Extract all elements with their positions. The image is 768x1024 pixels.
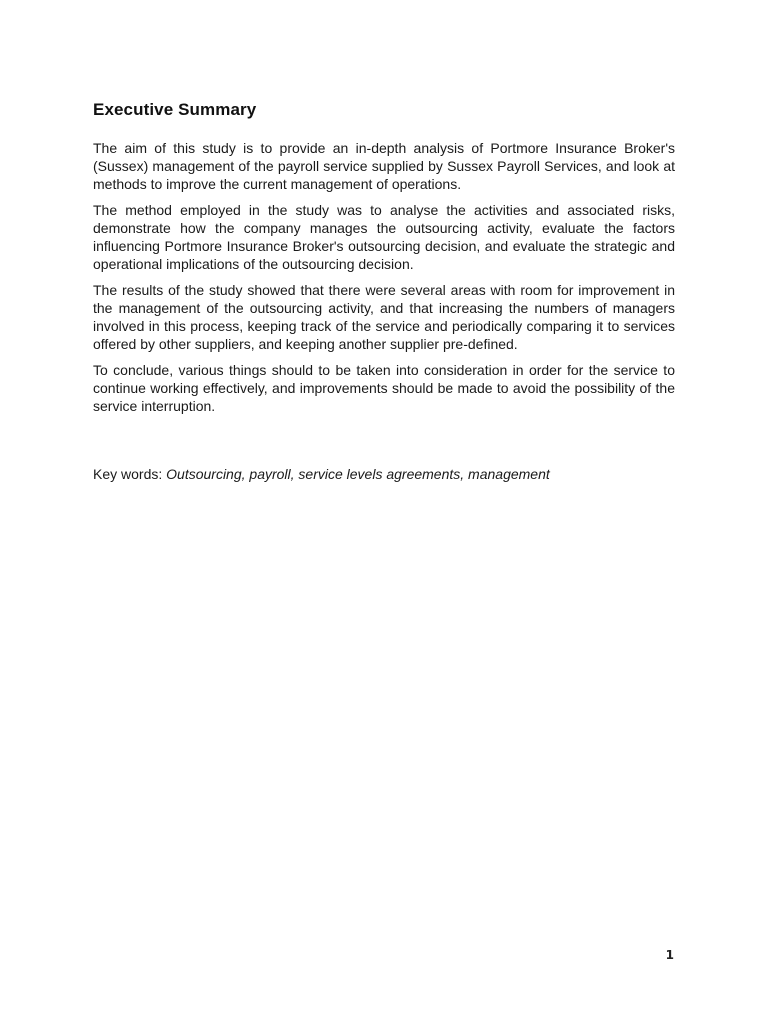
- keywords-label: Key words:: [93, 466, 167, 482]
- keywords-line: [93, 465, 675, 483]
- paragraph-results: The results of the study showed that there were several areas with room for improvement in the management of the outsourcing activity, and that increasing the numbers of managers involved in this process, keeping track of the service and periodically comparing it to services offered by other suppliers, and keeping another supplier pre-defined.: [93, 282, 675, 352]
- page-title: Executive Summary: [93, 100, 257, 119]
- keywords-value: Outsourcing, payroll, service levels agreements, management: [166, 466, 550, 482]
- paragraph-method: The method employed in the study was to analyse the activities and associated risks, demonstrate how the company manages the outsourcing activity, evaluate the factors influencing Portmore Insurance Broker's outsourcing decision, and evaluate the strategic and operational implications of the outsourcing decision.: [93, 202, 675, 272]
- page-number: 1: [665, 948, 674, 962]
- summary-body: [93, 139, 675, 423]
- paragraph-conclusion: To conclude, various things should to be taken into consideration in order for the service to continue working effectively, and improvements should be made to avoid the possibility of the service interruption.: [93, 362, 675, 414]
- paragraph-aim: The aim of this study is to provide an in-depth analysis of Portmore Insurance Broker's (Sussex) management of the payroll service supplied by Sussex Payroll Services, and look at methods to improve the current management of operations.: [93, 140, 675, 192]
